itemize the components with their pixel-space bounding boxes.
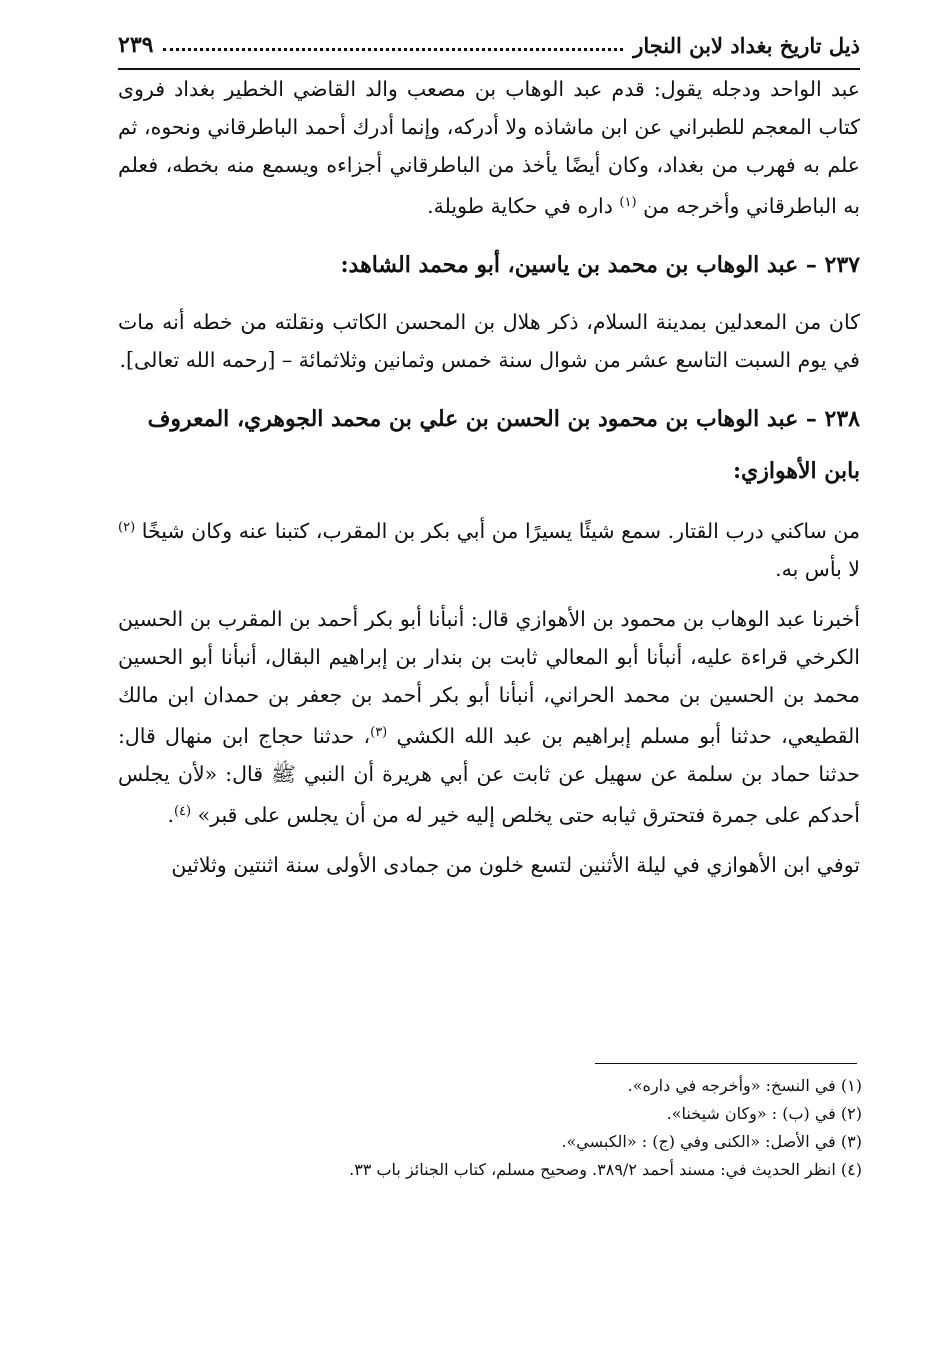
footnote-ref-1: (١) (619, 195, 637, 210)
footnote-2: (٢) في (ب) : «وكان شيخنا». (666, 1104, 862, 1123)
entry-text-238: من ساكني درب القتار. سمع شيئًا يسيرًا من أبي بكر بن المقرب، كتبنا عنه وكان شيخًا $^{(٢)}$ لا بأس به. (118, 519, 860, 581)
footnote-3: (٣) في الأصل: «الكنى وفي (ج) : «الكبسي». (561, 1132, 862, 1151)
footnote-4: (٤) انظر الحديث في: مسند أحمد ٣٨٩/٢. وصحيح مسلم، كتاب الجنائز باب ٣٣. (349, 1160, 862, 1179)
entry-heading-238: ٢٣٨ – عبد الوهاب بن محمود بن الحسن بن علي بن محمد الجوهري، المعروف بابن الأهوازي: (147, 406, 860, 484)
entry-heading-237: ٢٣٧ – عبد الوهاب بن محمد بن ياسين، أبو محمد الشاهد: (340, 252, 860, 278)
footnote-ref-3: (٣) (370, 725, 388, 740)
footnote-1: (١) في النسخ: «وأخرجه في داره». (627, 1076, 862, 1095)
footnotes (150, 1072, 862, 1184)
entry-text-237: كان من المعدلين بمدينة السلام، ذكر هلال بن المحسن الكاتب ونقلته من خطه أنه مات في يوم السبت التاسع عشر من شوال سنة خمس وثمانين وثلاثمائة – [رحمه الله تعالى]. (118, 310, 860, 372)
hadith-paragraph: أخبرنا عبد الوهاب بن محمود بن الأهوازي قال: أنبأنا أبو بكر أحمد بن المقرب بن الحسين الكرخي قراءة عليه، أنبأنا أبو المعالي ثابت بن بندار بن إبراهيم البقال، أنبأنا أبو الحسين محمد بن الحسين بن محمد الحراني، أنبأنا أبو بكر أحمد بن جعفر بن حمدان ابن مالك القطيعي، حدثنا أبو مسلم إبراهيم بن عبد الله الكشي $^{(٣)}$، حدثنا حجاج ابن منهال قال: حدثنا حماد بن سلمة عن سهيل عن ثابت عن أبي هريرة أن النبي ﷺ قال: «لأن يجلس أحدكم على جمرة فتحترق ثيابه حتى يخلص إليه خير له من أن يجلس على قبر» $^{(٤)}$. (118, 607, 860, 827)
footnote-ref-4: (٤) (173, 804, 192, 819)
footnote-separator (595, 1063, 857, 1064)
header-title: ذيل تاريخ بغداد لابن النجار (633, 32, 860, 58)
page-body (118, 70, 860, 884)
header-leader-dots (163, 48, 623, 51)
running-header (118, 22, 860, 70)
page-number: ٢٣٩ (118, 32, 154, 58)
paragraph-continuation: عبد الواحد ودجله يقول: قدم عبد الوهاب بن مصعب والد القاضي الخطير بغداد فروى كتاب المعجم للطبراني عن ابن ماشاذه ولا أدركه، وإنما أدرك أحمد الباطرقاني ونحوه، ثم علم به فهرب من بغداد، وكان أيضًا يأخذ من الباطرقاني أجزاءه ويسمع منه بخطه، فعلم به الباطرقاني وأخرجه من $^{(١)}$ داره في حكاية طويلة. (118, 77, 860, 218)
footnote-ref-2: (٢) (118, 520, 136, 535)
death-paragraph: توفي ابن الأهوازي في ليلة الأثنين لتسع خلون من جمادى الأولى سنة اثنتين وثلاثين (171, 853, 860, 877)
